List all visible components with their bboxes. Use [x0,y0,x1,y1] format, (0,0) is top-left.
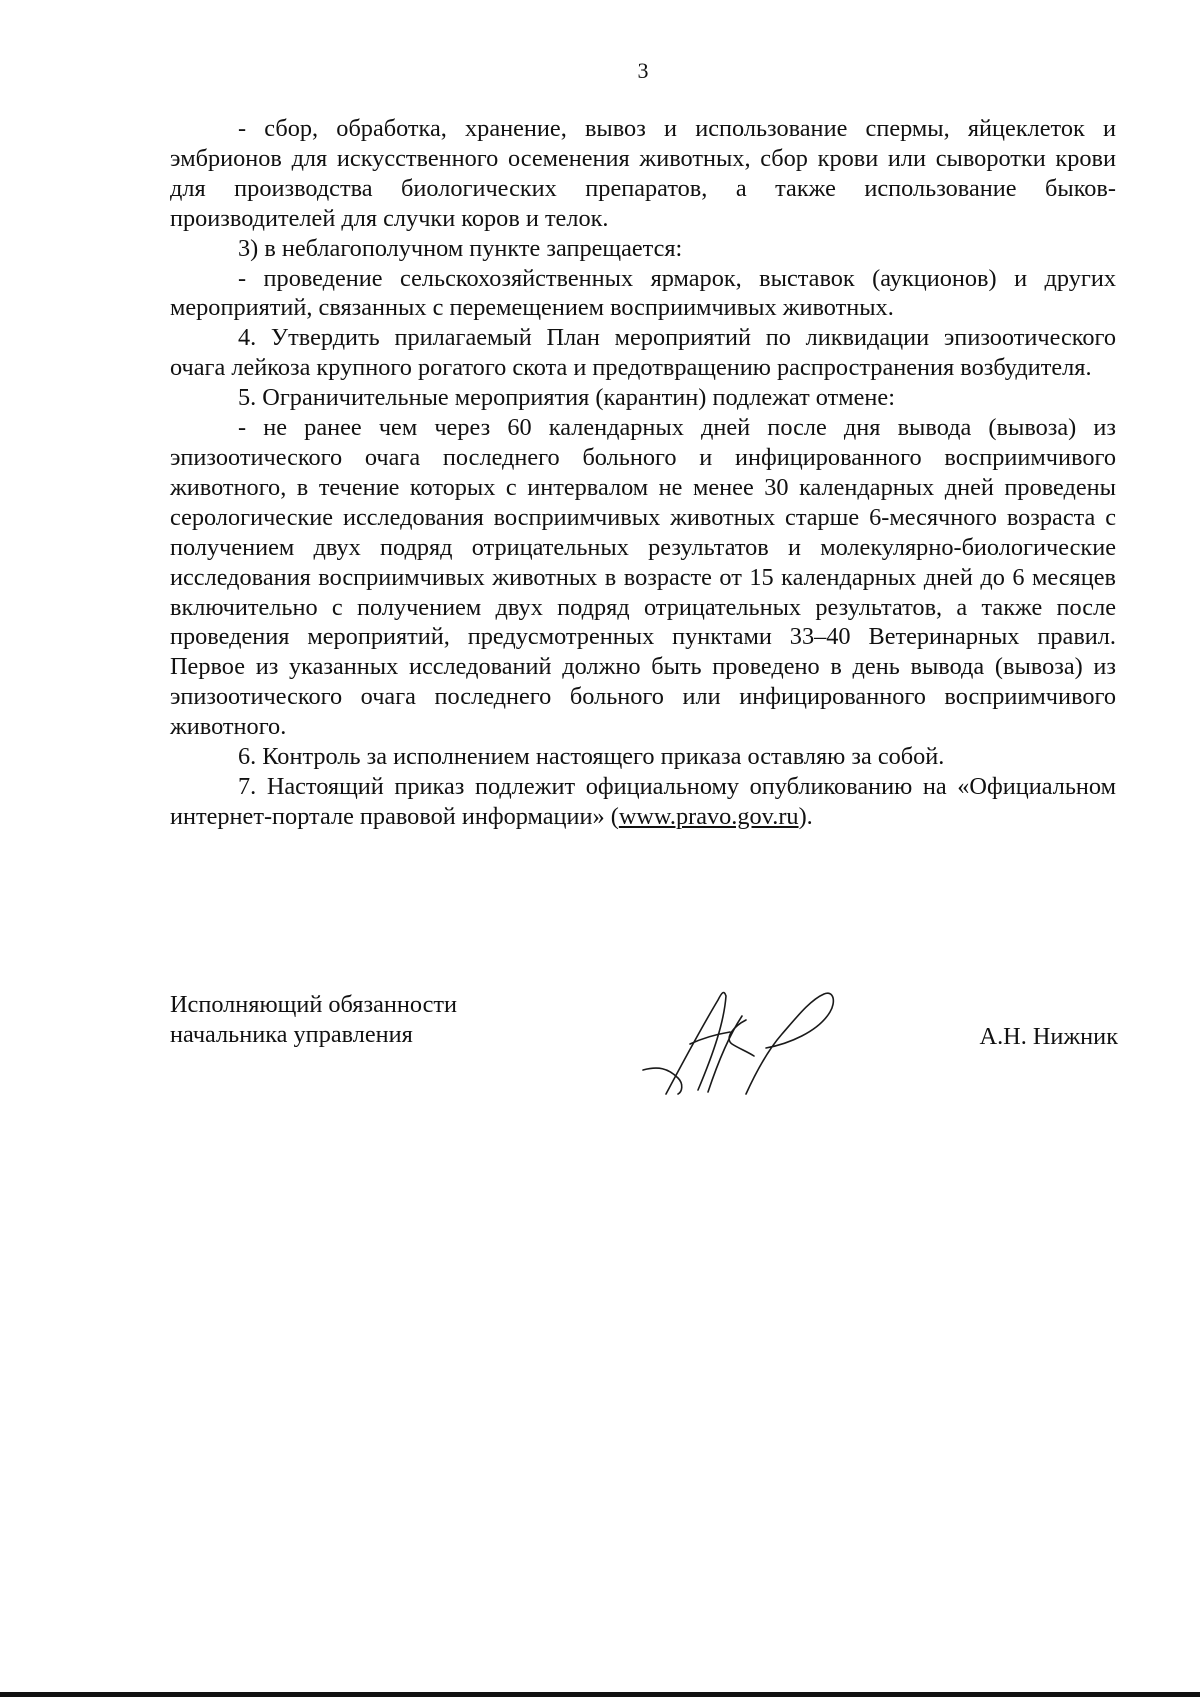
paragraph-point-4: 4. Утвердить прилагаемый План мероприятий по ликвидации эпизоотического очага лейкоза крупного рогатого скота и предотвращению распространения возбудителя. [170,324,1116,382]
paragraph-point-5: 5. Ограничительные мероприятия (карантин) подлежат отмене: [238,384,895,412]
signatory-title-line2: начальника управления [170,1021,413,1048]
publication-text: 7. Настоящий приказ подлежит официальному опубликованию на «Официальном интернет-портале правовой информации» ( [170,772,1116,830]
document-body [170,114,1116,832]
paragraph-point-7 [170,772,1116,832]
signatory-title-line1: Исполняющий обязанности [170,991,458,1018]
pravo-link[interactable]: www.pravo.gov.ru [618,802,799,830]
signatory-title [170,990,457,1050]
paragraph-quarantine-conditions: - не ранее чем через 60 календарных дней после дня вывода (вывоза) из эпизоотического очага последнего больного и инфицированного восприимчивого животного, в течение которых с интервалом не менее 30 календарных дней проведены серологические исследования восприимчивых животных старше 6-месячного возраста с получением двух подряд отрицательных результатов и молекулярно-биологические исследования восприимчивых животных в возрасте от 15 календарных дней до 6 месяцев включительно с получением двух подряд отрицательных результатов, а также после проведения мероприятий, предусмотренных пунктами 33–40 Ветеринарных правил. Первое из указанных исследований должно быть проведено в день вывода (вывоза) из эпизоотического очага последнего больного или инфицированного восприимчивого животного. [170,414,1116,741]
paragraph-fairs-ban: - проведение сельскохозяйственных ярмарок, выставок (аукционов) и других мероприятий, связанных с перемещением восприимчивых животных. [170,264,1116,322]
page-number: 3 [637,58,649,83]
paragraph-point-3: 3) в неблагополучном пункте запрещается: [238,234,683,262]
paragraph-collection-ban: - сбор, обработка, хранение, вывоз и использование спермы, яйцеклеток и эмбрионов для искусственного осеменения животных, сбор крови или сыворотки крови для производства биологических препаратов, а также использование быков-производителей для случки коров и телок. [170,115,1116,232]
scan-edge-line [0,1692,1200,1697]
paragraph-point-6: 6. Контроль за исполнением настоящего приказа оставляю за собой. [238,743,945,771]
signatory-name: А.Н. Нижник [979,1023,1118,1050]
publication-text-end: ). [798,802,813,830]
handwritten-signature [638,982,858,1102]
